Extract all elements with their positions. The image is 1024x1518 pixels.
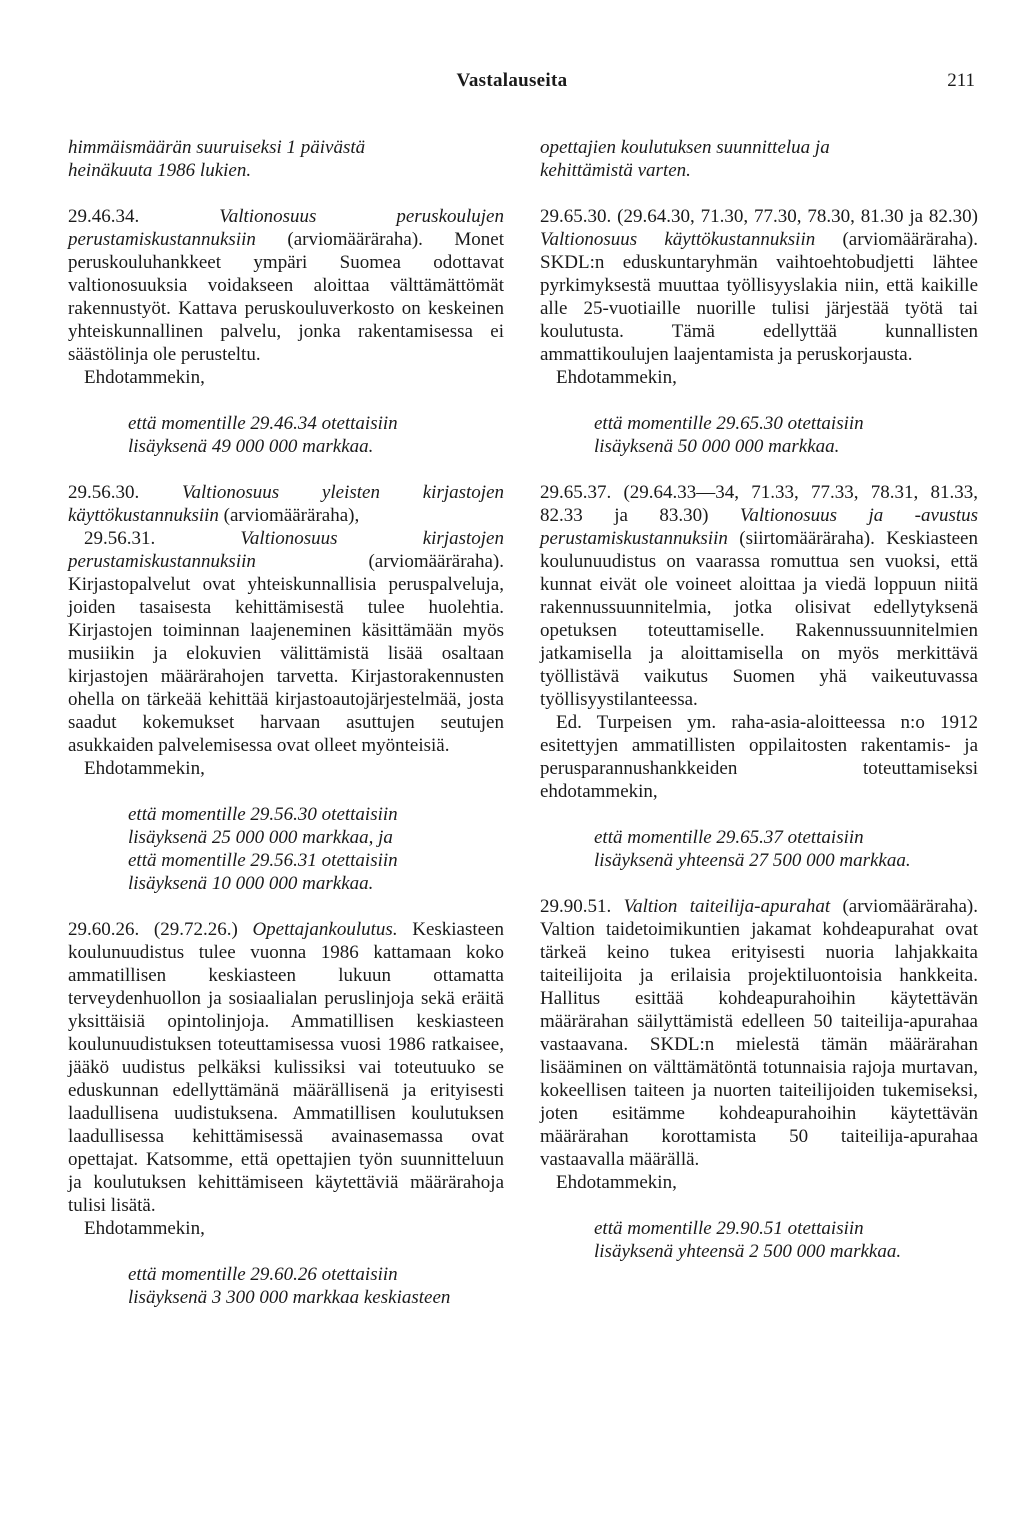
continuation-line: kehittämistä varten. [540, 160, 691, 181]
proposal-line: että momentille 29.60.26 otettaisiin [128, 1264, 398, 1285]
proposal-line: että momentille 29.56.31 otettaisiin [128, 850, 398, 871]
proposal-intro: Ehdotammekin, [556, 367, 677, 388]
section-code: 29.90.51. [540, 896, 612, 917]
proposal-intro: Ehdotammekin, [84, 1218, 205, 1239]
section-code: 29.56.31. [84, 528, 156, 549]
section-29-60-26 [68, 918, 504, 1217]
proposal-line: että momentille 29.90.51 otettaisiin [594, 1218, 864, 1239]
left-column [68, 136, 504, 1309]
proposal-intro: Ehdotammekin, [84, 758, 205, 779]
section-text: Keskiasteen koulunuudistus tulee vuonna 1986 kattamaan koko ammatillisen keskiasteen lukuun ottamatta terveydenhuollon ja sosiaalialan peruslinjoja sekä eräitä yksittäisiä opintolinjoja. Ammatillisen keskiasteen koulunuudistuksen toteuttamisessa vuosi 1986 ratkaisee, jääkö uudistus pelkäksi kulissiksi vai toteutuuko se eduskunnan edellyttämänä määrällisenä ja erityisesti laadullisena uudistuksena. Ammatillisen koulutuksen laadullisessa kehittämisessä avainasemassa ovat opettajat. Katsomme, että opettajien työn suunnitteluun ja koulutuksen kehittämiseen käytettäviä määrärahoja tulisi lisätä. [68, 919, 505, 1216]
section-code: 29.56.30. [68, 482, 140, 503]
section-text: Ed. Turpeisen ym. raha-asia-aloitteessa n:o 1912 esitettyjen ammatillisten oppilaitosten rakentamis- ja perusparannushankkeiden toteuttamiseksi ehdotammekin, [540, 712, 978, 802]
continuation-line: himmäismäärän suuruiseksi 1 päivästä [68, 137, 366, 158]
proposal-line: lisäyksenä 50 000 000 markkaa. [594, 436, 840, 457]
section-code: 29.46.34. [68, 206, 140, 227]
section-title: Opettajankoulutus. [252, 919, 398, 940]
proposal-line: lisäyksenä 3 300 000 markkaa keskiasteen [128, 1287, 451, 1308]
proposal-line: lisäyksenä 10 000 000 markkaa. [128, 873, 374, 894]
proposal-line: että momentille 29.56.30 otettaisiin [128, 804, 398, 825]
section-29-90-51 [540, 895, 978, 1171]
proposal-line: että momentille 29.46.34 otettaisiin [128, 413, 398, 434]
section-title: Valtionosuus ja -avustus perustamiskustannuksiin [540, 505, 979, 549]
proposal-line: lisäyksenä yhteensä 2 500 000 markkaa. [594, 1241, 902, 1262]
section-text: (siirtomääräraha). Keskiasteen koulunuudistus on vaarassa romuttua sen vuoksi, että kunnat eivät ole voineet aloittaa ja viedä loppuun niitä rakennussuunnitelmia, jotka olisivat edellytyksenä opetuksen toteuttamiselle. Rakennussuunnitelmien jatkamisella ja aloittamisella on myös merkittävä työllistävä vaikutus Suomen yhä vaikeutuvassa työllisyystilanteessa. [540, 528, 978, 710]
section-text: (arviomääräraha), [223, 505, 360, 526]
section-title: Valtion taiteilija-apurahat [623, 896, 831, 917]
right-column [540, 136, 978, 1263]
section-29-65-30 [540, 205, 978, 366]
section-title: Valtionosuus käyttökustannuksiin [540, 229, 816, 250]
proposal-line: lisäyksenä 49 000 000 markkaa. [128, 436, 374, 457]
continuation-line: opettajien koulutuksen suunnittelua ja [540, 137, 830, 158]
proposal-intro: Ehdotammekin, [84, 367, 205, 388]
section-text: (arviomääräraha). Valtion taidetoimikuntien jakamat kohdeapurahat ovat tärkeä keino tukea erityisesti nuoria lahjakkaita taiteilijoita ja erilaisia projektiluontoisia hankkeita. Hallitus esittää kohdeapurahoihin käytettävän määrärahan säilyttämistä edelleen 50 taiteilija-apurahaa vastaavana. SKDL:n mielestä tämän määrärahan lisääminen on välttämätöntä totunnaisia rajoja murtavan, kokeellisen taiteen ja nuorten taiteilijoiden tukemiseksi, joten esitämme kohdeapurahoihin käytettävän määrärahan korottamista 50 taiteilija-apurahaa vastaavalla määrällä. [540, 896, 978, 1170]
section-code: 29.60.26. (29.72.26.) [68, 919, 238, 940]
section-29-56-31 [68, 527, 504, 757]
section-code: 29.65.37. (29.64.33—34, 71.33, 77.33, 78.31, 81.33, 82.33 ja 83.30) [540, 482, 978, 526]
section-text: (arviomääräraha). SKDL:n eduskuntaryhmän vaihtoehtobudjetti lähtee pyrkimyksestä muuttaa työllisyyslakia niin, että kaikille alle 25-vuotiaille nuorille tulisi järjestää työtä tai koulutusta. Tämä edellyttää kunnallisten ammattikoulujen laajentamista ja peruskorjausta. [540, 229, 978, 365]
proposal-line: että momentille 29.65.37 otettaisiin [594, 827, 864, 848]
proposal-line: lisäyksenä yhteensä 27 500 000 markkaa. [594, 850, 911, 871]
section-title: Valtionosuus yleisten kirjastojen käyttökustannuksiin [68, 482, 504, 526]
continuation-line: heinäkuuta 1986 lukien. [68, 160, 252, 181]
section-29-56-30 [68, 481, 504, 527]
proposal-intro: Ehdotammekin, [556, 1172, 677, 1193]
running-header-title: Vastalauseita [456, 70, 568, 91]
section-title: Valtionosuus peruskoulujen perustamiskustannuksiin [68, 206, 504, 250]
section-text: (arviomääräraha). Monet peruskouluhankkeet ympäri Suomea odottavat valtionosuuksia voidakseen aloittaa välttämättömät rakennustyöt. Kattava peruskouluverkosto on keskeinen yhteiskunnallinen palvelu, jonka rakentamisessa ei säästölinja ole perusteltu. [68, 229, 504, 365]
section-code: 29.65.30. (29.64.30, 71.30, 77.30, 78.30, 81.30 ja 82.30) [540, 206, 978, 227]
section-29-65-37 [540, 481, 978, 711]
section-29-46-34 [68, 205, 504, 366]
section-title: Valtionosuus kirjastojen perustamiskustannuksiin [68, 528, 504, 572]
proposal-line: lisäyksenä 25 000 000 markkaa, ja [128, 827, 393, 848]
page-number: 211 [947, 70, 975, 91]
proposal-line: että momentille 29.65.30 otettaisiin [594, 413, 864, 434]
section-text: (arviomääräraha). Kirjastopalvelut ovat yhteiskunnallisia peruspalveluja, joiden tasaisesta kehittämisestä tulee huolehtia. Kirjastojen toiminnan laajeneminen käsittämään myös musiikin ja elokuvien välittämistä lisää osaltaan kirjastojen määrärahojen tarvetta. Kirjastorakennusten ohella on tärkeää kehittää kirjastoautojärjestelmää, josta saadut kokemukset harvaan asuttujen seutujen asukkaiden palvelemisessa ovat olleet myönteisiä. [68, 551, 504, 756]
